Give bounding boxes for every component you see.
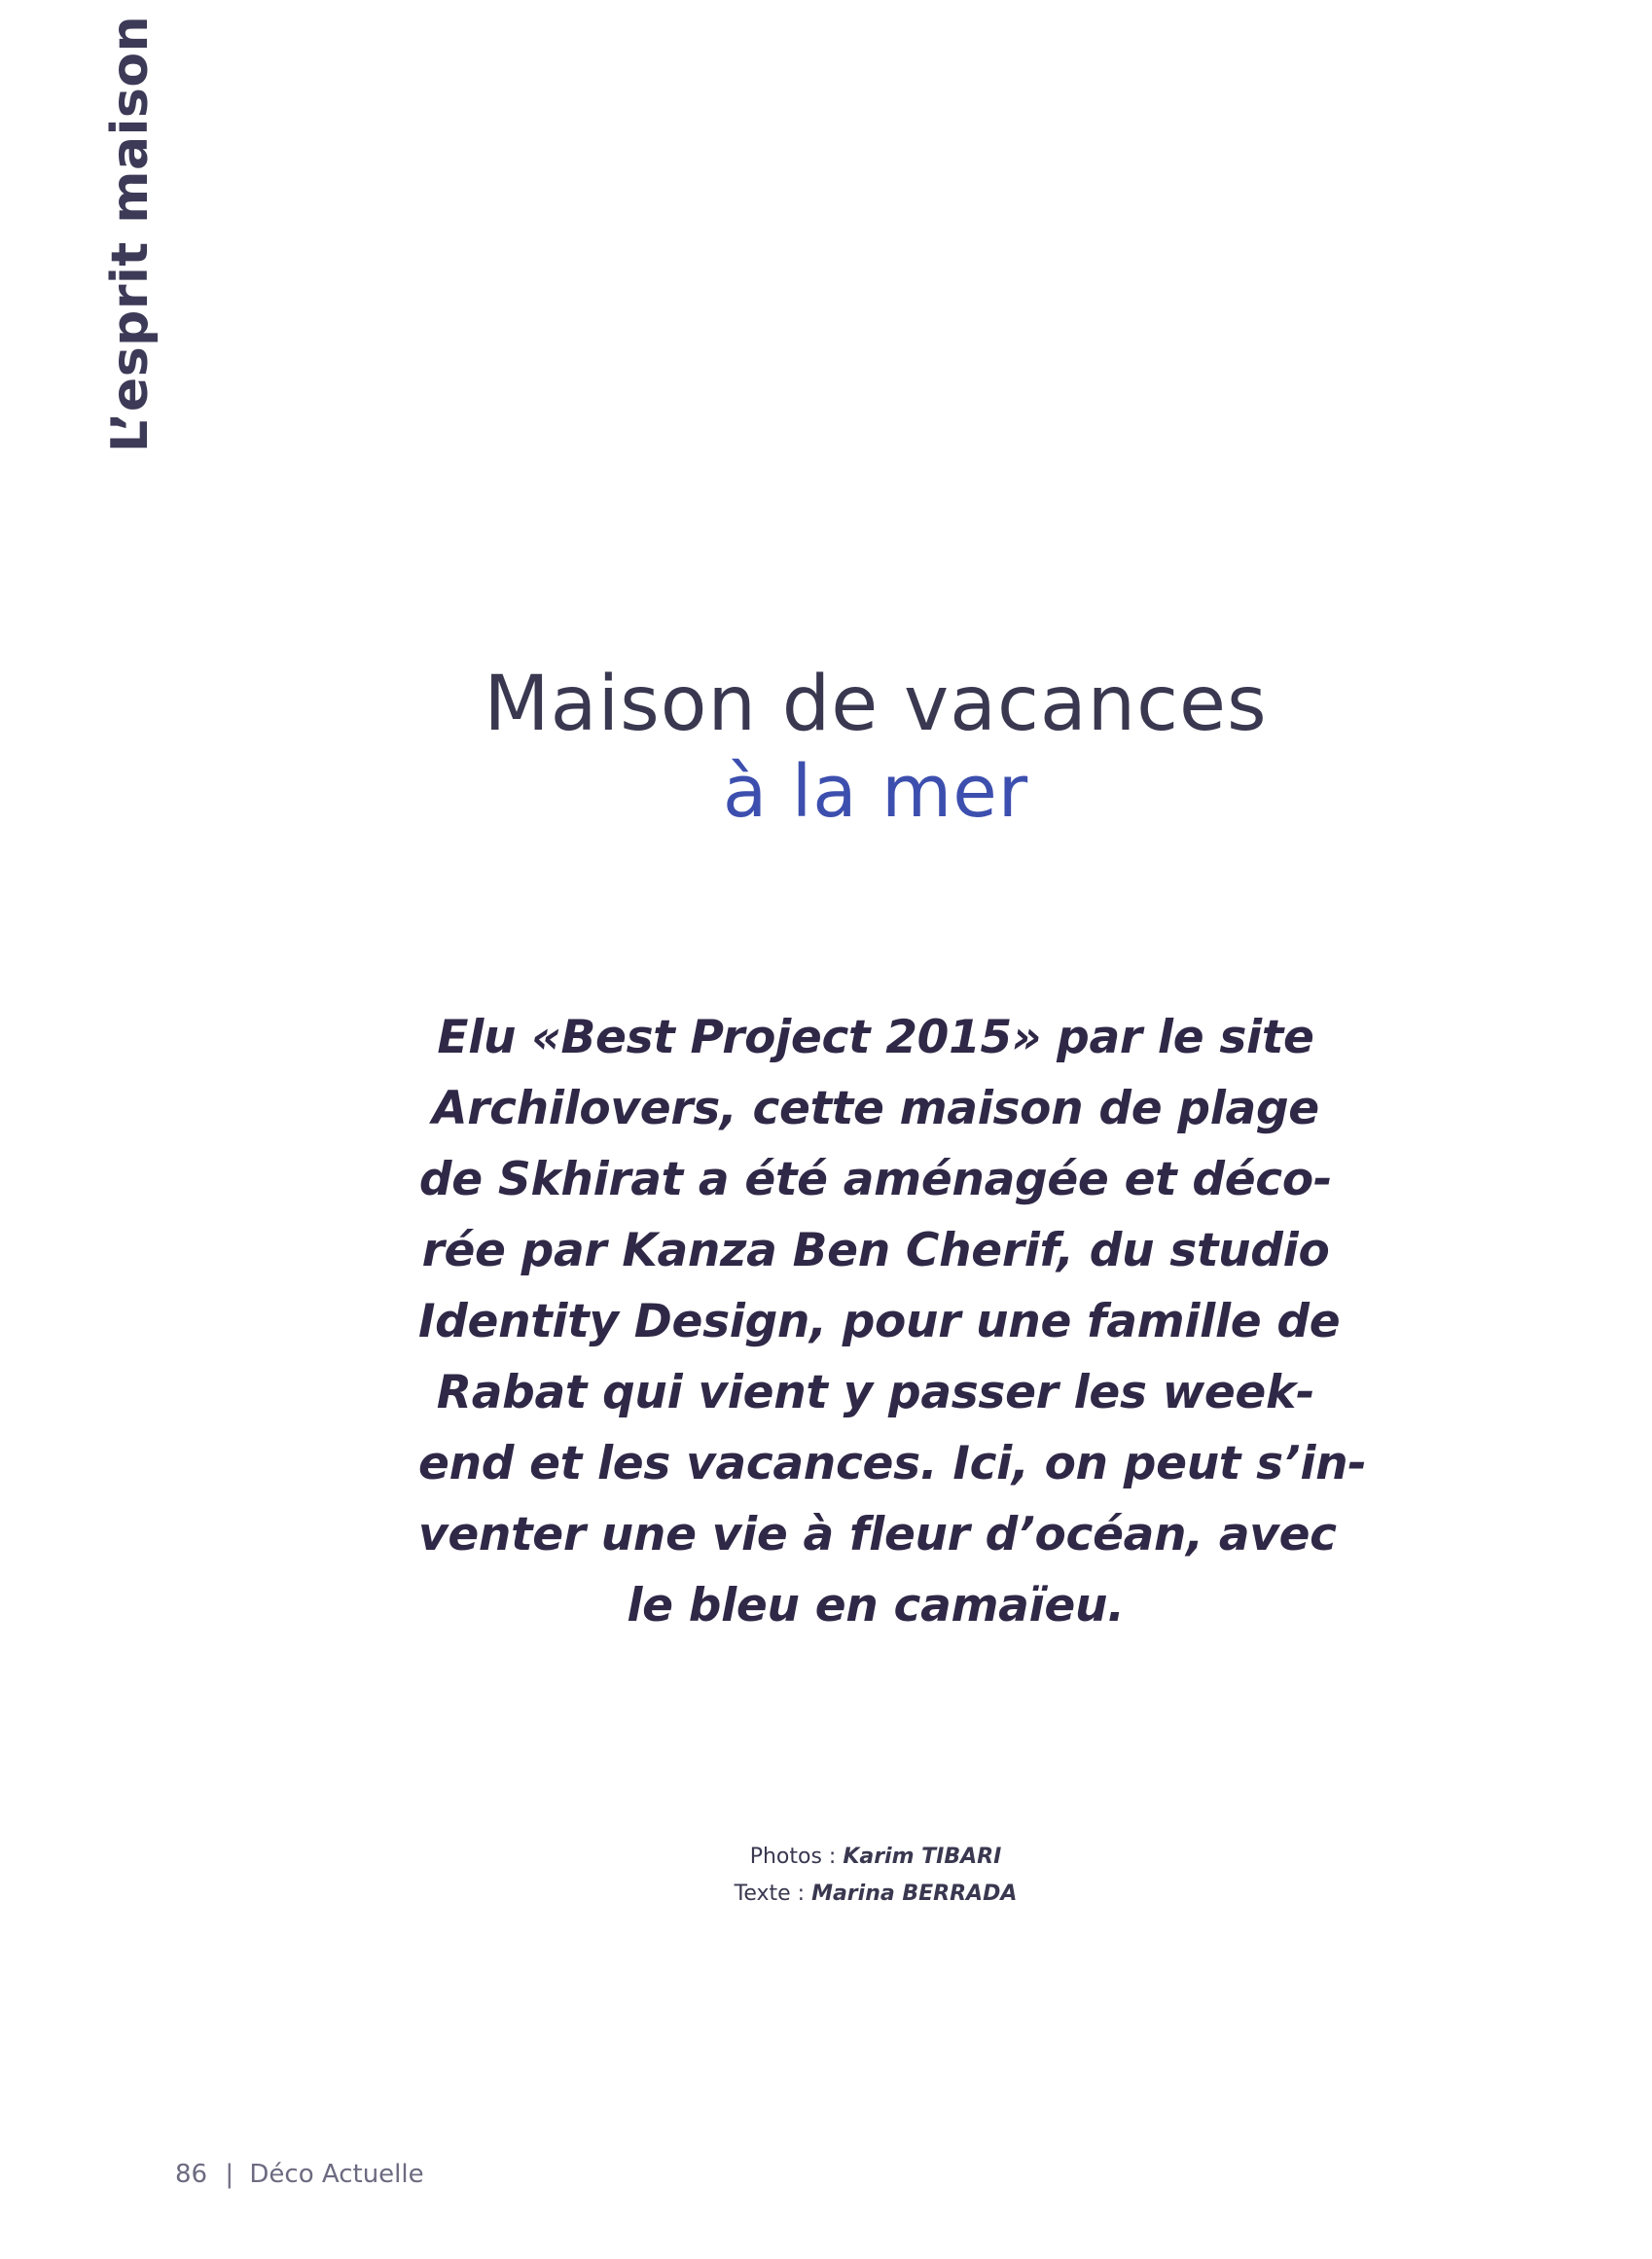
intro-line: Identity Design, pour une famille de (418, 1295, 1341, 1348)
intro-line: Archilovers, cette maison de plage (432, 1082, 1319, 1135)
page-number: 86 (175, 2160, 208, 2189)
text-credit-name: Marina BERRADA (811, 1882, 1018, 1906)
title-line-2: à la mer (722, 750, 1029, 834)
intro-line: venter une vie à fleur d’océan, avec (418, 1508, 1337, 1561)
intro-paragraph (418, 1002, 1367, 1641)
article-title (389, 660, 1362, 835)
intro-line: Rabat qui vient y passer les week- (436, 1366, 1315, 1419)
title-line-1: Maison de vacances (484, 661, 1268, 748)
section-label-text: L’esprit maison (101, 15, 160, 452)
text-credit (584, 1876, 1167, 1913)
photo-credit-name: Karim TIBARI (843, 1845, 1002, 1869)
section-label (91, 15, 169, 452)
credits (584, 1839, 1167, 1913)
intro-line: de Skhirat a été aménagée et déco- (418, 1153, 1333, 1206)
intro-line: Elu «Best Project 2015» par le site (437, 1011, 1314, 1064)
intro-line: rée par Kanza Ben Cherif, du studio (421, 1224, 1330, 1277)
intro-line: end et les vacances. Ici, on peut s’in- (418, 1437, 1367, 1490)
photo-credit (584, 1839, 1167, 1876)
magazine-name: Déco Actuelle (249, 2160, 424, 2189)
text-credit-label: Texte : (734, 1882, 806, 1906)
footer-separator: | (225, 2160, 234, 2189)
page-footer (175, 2160, 424, 2189)
intro-line: le bleu en camaïeu. (627, 1579, 1125, 1632)
photo-credit-label: Photos : (749, 1845, 837, 1869)
